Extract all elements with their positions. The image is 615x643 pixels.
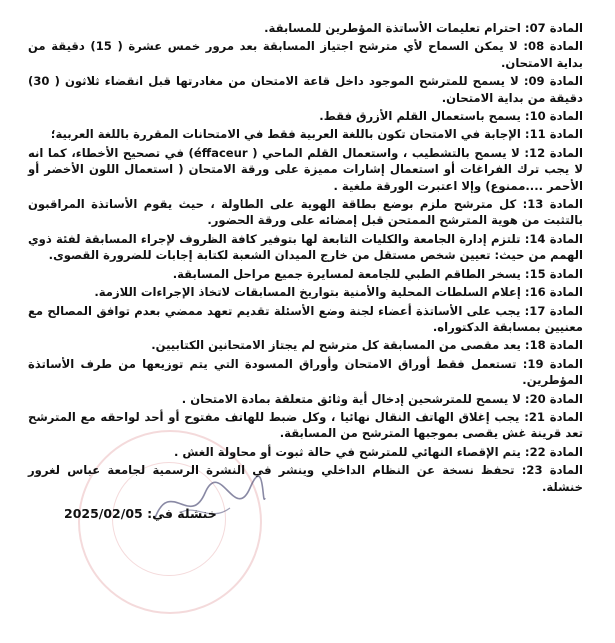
article-item [28, 356, 583, 389]
article-item [28, 409, 583, 442]
article-number: المادة 08: [523, 39, 584, 54]
article-number: المادة 23: [521, 463, 583, 478]
article-text: يسمح باستعمال القلم الأزرق فقط. [319, 109, 521, 124]
article-number: المادة 21: [524, 409, 583, 424]
article-number: المادة 22: [524, 444, 583, 459]
article-number: المادة 09: [523, 74, 583, 89]
article-item [28, 444, 583, 460]
article-item [28, 38, 583, 71]
article-number: المادة 10: [524, 109, 583, 124]
article-number: المادة 20: [524, 391, 583, 406]
article-text: تحفظ نسخة عن النظام الداخلي وينشر في النشرة الرسمية لجامعة عباس لغرور خنشلة. [28, 463, 583, 494]
article-text: لا يمكن السماح لأي مترشح اجتياز المسابقة بعد مرور خمس عشرة ( 15) دقيقة من بداية الامتحان. [28, 39, 583, 70]
article-number: المادة 07: [524, 21, 583, 35]
signature-date-line [64, 506, 217, 521]
article-text: إعلام السلطات المحلية والأمنية بتواريخ المسابقات لاتخاذ الإجراءات اللازمة. [94, 285, 521, 300]
article-text: لا يسمح بالتشطيب ، واستعمال القلم الماحي ( éffaceur) في تصحيح الأخطاء، كما انه لا يجب ترك الفراغات أو استعمال إشارات مميزة على ورقة الامتحان ( استعمال اللون الأخضر أو الأحمر ....ممنوع) وإلا اعتبرت الورقة ملغية . [28, 145, 583, 193]
article-text: احترام تعليمات الأساتذة المؤطرين للمسابقة. [264, 21, 521, 35]
article-item [28, 108, 583, 124]
article-item [28, 231, 583, 264]
article-item [28, 337, 583, 353]
article-text: يسخر الطاقم الطبي للجامعة لمسايرة جميع مراحل المسابقة. [172, 266, 521, 281]
article-number: المادة 14: [524, 231, 583, 246]
articles-list [28, 20, 583, 497]
article-item [28, 284, 583, 300]
article-item [28, 266, 583, 282]
article-text: تستعمل فقط أوراق الامتحان وأوراق المسودة التي يتم توزيعها من طرف الأساتذة المؤطرين. [28, 356, 583, 388]
article-item [28, 126, 583, 142]
article-number: المادة 19: [522, 356, 583, 371]
article-item [28, 196, 583, 229]
article-text: الإجابة في الامتحان تكون باللغة العربية فقط في الامتحانات المقررة باللغة العربية؛ [50, 127, 521, 142]
article-number: المادة 12: [524, 145, 583, 160]
article-number: المادة 17: [524, 303, 583, 318]
article-text: كل مترشح ملزم بوضع بطاقة الهوية على الطاولة ، حيث يقوم الأساتذة المراقبون بالتثبت من هوية المترشح الممتحن قبل إمضائه على ورقة الحضور. [28, 197, 583, 228]
article-number: المادة 16: [524, 285, 583, 300]
article-number: المادة 15: [524, 266, 583, 281]
article-text: تلتزم إدارة الجامعة والكليات التابعة لها بتوفير كافة الظروف لإجراء المسابقة لفئة ذوي الهمم من حيث: تعيين شخص مستقل من خارج الميدان الشعبة لكتابة إجابات للضرورة القصوى. [28, 231, 583, 263]
signature-date: 2025/02/05 [64, 506, 143, 521]
place-label: خنشلة في: [147, 506, 217, 521]
article-item [28, 391, 583, 407]
article-item [28, 20, 583, 36]
article-text: يعد مقصى من المسابقة كل مترشح لم يجتاز الامتحانين الكتابيين. [151, 338, 521, 353]
article-item [28, 462, 583, 495]
article-text: يجب إغلاق الهاتف النقال نهائيا ، وكل ضبط للهاتف مفتوح أو أحد لواحقه مع المترشح تعد قرينة غش يقصى بموجبها المترشح من المسابقة. [28, 409, 583, 441]
article-text: يتم الإقصاء النهائي للمترشح في حالة ثبوت أو محاولة الغش . [173, 444, 521, 459]
article-number: المادة 11: [524, 127, 583, 142]
article-item [28, 73, 583, 106]
article-text: يجب على الأساتذة أعضاء لجنة وضع الأسئلة تقديم تعهد ممضي بعدم توافق المصالح مع معنيين بمسابقة الدكتوراه. [28, 303, 583, 334]
article-item [28, 303, 583, 336]
article-number: المادة 13: [522, 197, 583, 212]
article-text: لا يسمح للمترشحين إدخال أية وثائق متعلقة بمادة الامتحان . [181, 391, 521, 406]
article-item [28, 145, 583, 194]
article-text: لا يسمح للمترشح الموجود داخل قاعة الامتحان من مغادرتها قبل انقضاء ثلاثون ( 30) دقيقة من بداية الامتحان. [28, 74, 583, 105]
article-number: المادة 18: [524, 338, 583, 353]
